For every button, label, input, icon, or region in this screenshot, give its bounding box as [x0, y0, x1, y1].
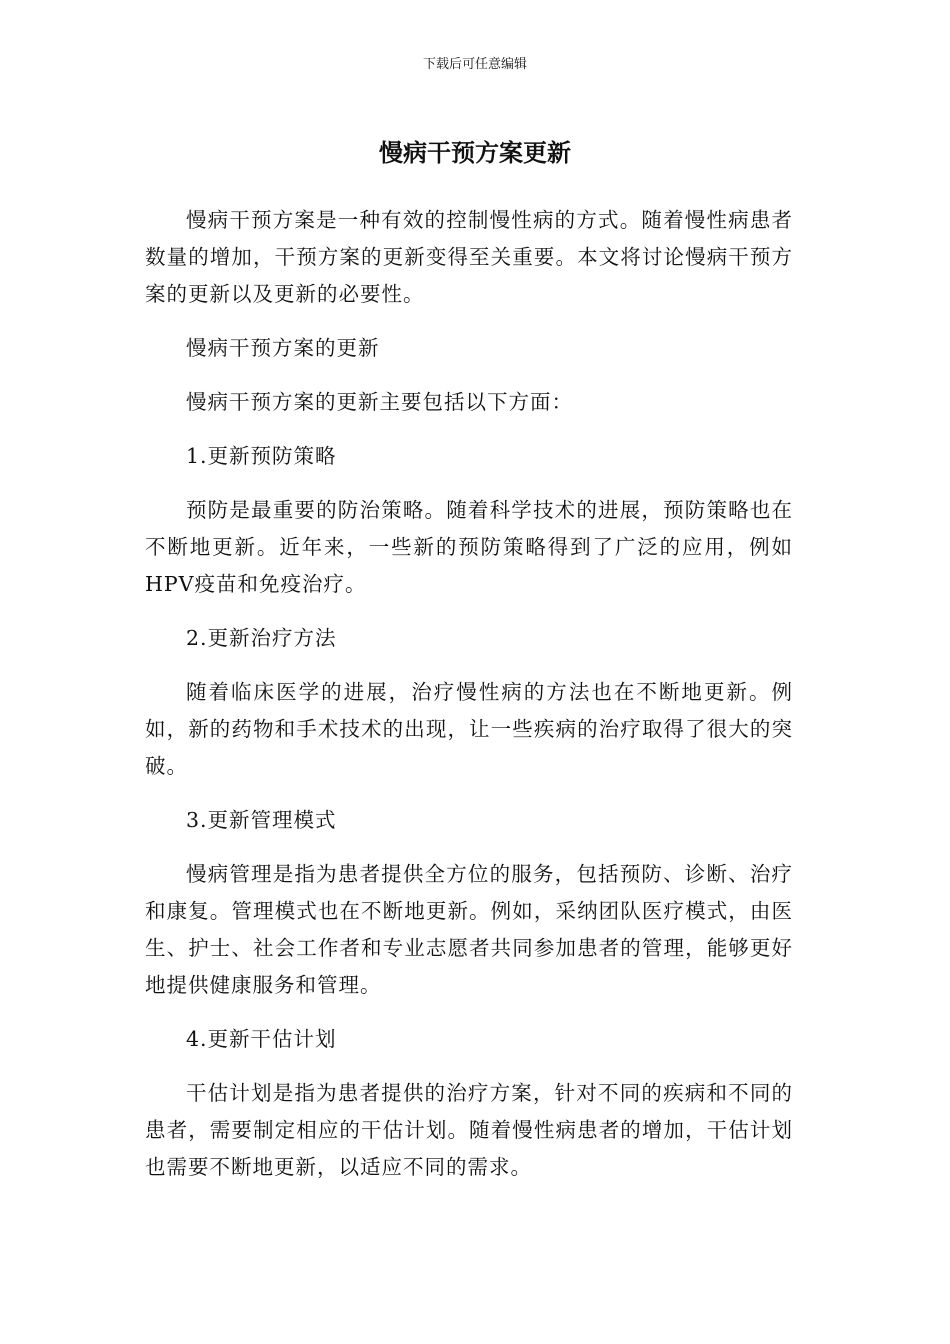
intro-paragraph: 慢病干预方案是一种有效的控制慢性病的方式。随着慢性病患者数量的增加，干预方案的更新变得至关重要。本文将讨论慢病干预方案的更新以及更新的必要性。 — [145, 208, 793, 306]
item-paragraph-3: 慢病管理是指为患者提供全方位的服务，包括预防、诊断、治疗和康复。管理模式也在不断地更新。例如，采纳团队医疗模式，由医生、护士、社会工作者和专业志愿者共同参加患者的管理，能够更好地提供健康服务和管理。 — [145, 862, 793, 997]
item-heading-3: 3.更新管理模式 — [186, 808, 337, 832]
document-body — [145, 202, 793, 1203]
section-intro: 慢病干预方案的更新主要包括以下方面： — [186, 390, 573, 414]
item-paragraph-1: 预防是最重要的防治策略。随着科学技术的进展，预防策略也在不断地更新。近年来，一些新的预防策略得到了广泛的应用，例如HPV疫苗和免疫治疗。 — [145, 498, 793, 596]
item-heading-4: 4.更新干估计划 — [186, 1027, 337, 1051]
document-title: 慢病干预方案更新 — [379, 139, 571, 167]
item-paragraph-2: 随着临床医学的进展，治疗慢性病的方法也在不断地更新。例如，新的药物和手术技术的出现，让一些疾病的治疗取得了很大的突破。 — [145, 680, 793, 778]
item-heading-2: 2.更新治疗方法 — [186, 626, 337, 650]
section-heading: 慢病干预方案的更新 — [186, 336, 380, 360]
item-heading-1: 1.更新预防策略 — [186, 444, 337, 468]
item-paragraph-4: 干估计划是指为患者提供的治疗方案，针对不同的疾病和不同的患者，需要制定相应的干估计划。随着慢性病患者的增加，干估计划也需要不断地更新，以适应不同的需求。 — [145, 1081, 793, 1179]
header-note: 下载后可任意编辑 — [422, 57, 527, 72]
